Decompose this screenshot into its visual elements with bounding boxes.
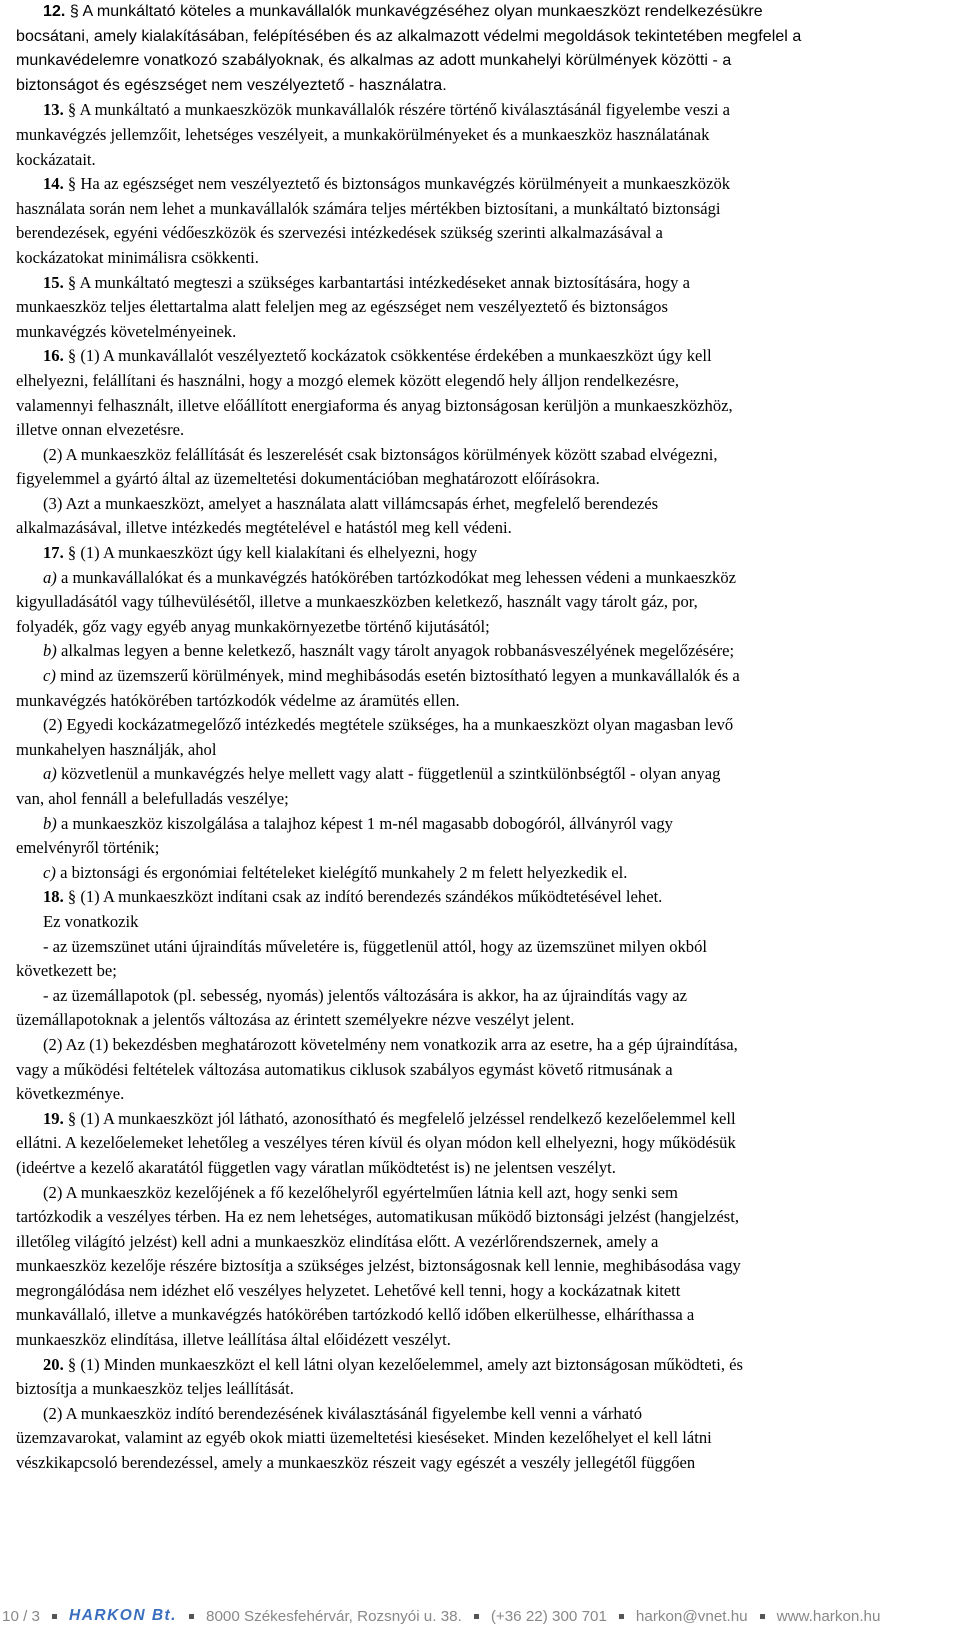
text-line [16,0,960,25]
text-line [16,1328,960,1353]
text-line [16,271,960,296]
section-symbol: § [67,174,77,194]
line-text: a biztonsági és ergonómiai feltételeket kielégítő munkahely 2 m felett helyezkedik el. [60,862,628,882]
separator-square-icon [474,1614,479,1619]
text-line [16,1082,960,1107]
line-text: (2) A munkaeszköz kezelőjének a fő kezelőhelyről egyértelműen látnia kell azt, hogy senki sem [43,1182,678,1202]
line-text: folyadék, gőz vagy egyéb anyag munkakörnyezetbe történő kijutásától; [16,616,490,636]
paragraph [16,492,960,541]
item-marker: c) [43,862,56,882]
page-footer [0,1604,960,1628]
section-symbol: § [67,1354,77,1374]
line-text: kockázatokat minimálisra csökkenti. [16,247,259,267]
line-text: munkaeszköz elindítása, illetve leállítása által előidézett veszélyt. [16,1330,451,1350]
company-logo: HARKON Bt. [69,1607,177,1624]
line-text: megrongálódása nem idézhet elő veszélyes helyzetet. Lehetővé kell tenni, hogy a kockázatnak kitett [16,1280,681,1300]
line-text: biztonságot és egészséget nem veszélyeztető - használatra. [16,76,447,94]
section-paragraph [16,541,960,566]
text-line [16,172,960,197]
text-line [16,1033,960,1058]
page-number: 10 / 3 [2,1607,40,1625]
section-symbol: § [67,887,77,907]
text-line [16,369,960,394]
text-line [16,1353,960,1378]
section-number: 20. [43,1354,64,1374]
text-line [16,1058,960,1083]
text-line [16,197,960,222]
section-number: 19. [43,1108,64,1128]
section-number: 14. [43,174,64,194]
list-item [16,812,960,861]
text-line [16,1426,960,1451]
line-text: A munkáltató a munkaeszközök munkavállalók részére történő kiválasztásánál figyelembe veszi a [79,100,731,120]
text-line [16,1377,960,1402]
line-text: következménye. [16,1084,125,1104]
line-text: munkavállaló, illetve a munkavégzés hatókörében tartózkodó kellő időben elkerülhesse, elháríthassa a [16,1305,695,1325]
line-text: kockázatait. [16,149,96,169]
line-text: (1) A munkaeszközt úgy kell kialakítani és elhelyezni, hogy [80,543,478,563]
section-number: 15. [43,272,64,292]
line-text: munkavédelemre vonatkozó szabályoknak, és alkalmas az adott munkahelyi körülmények közötti - a [16,52,732,70]
line-text: használata során nem lehet a munkavállalók számára teljes mértékben biztosítani, a munkáltató biztonsági [16,198,721,218]
text-line [16,467,960,492]
text-line [16,246,960,271]
text-line [16,74,960,99]
separator-square-icon [52,1614,57,1619]
text-line [16,418,960,443]
text-line [16,1451,960,1476]
text-line [16,935,960,960]
line-text: üzemzavarokat, valamint az egyéb okok miatti üzemeltetési kieséseket. Minden kezelőhelyet el kell látni [16,1428,712,1448]
paragraph [16,935,960,984]
section-symbol: § [67,100,77,120]
line-text: munkaeszköz kezelője részére biztosítja a szükséges jelzést, biztonságosnak kell lennie, meghibásodása vagy [16,1256,741,1276]
paragraph [16,713,960,762]
list-item [16,762,960,811]
section-paragraph [16,1353,960,1402]
line-text: tartózkodik a veszélyes térben. Ha ez nem lehetséges, automatikusan működő biztonsági jelzést (hangjelzést, [16,1207,739,1227]
line-text: (2) A munkaeszköz felállítását és leszerelését csak biztonságos körülmények között szabad elvégezni, [43,444,718,464]
line-text: vagy a működési feltételek változása automatikus ciklusok szabályos egymást követő ritmusának a [16,1059,673,1079]
paragraph [16,1402,960,1476]
line-text: emelvényről történik; [16,838,160,858]
section-number: 12. [43,3,66,20]
text-line [16,1230,960,1255]
paragraph [16,443,960,492]
line-text: a munkaeszköz kiszolgálása a talajhoz képest 1 m-nél magasabb dobogóról, állványról vagy [60,813,673,833]
text-line [16,590,960,615]
line-text: alkalmas legyen a benne keletkező, használt vagy tárolt anyagok robbanásveszélyének megelőzésére; [60,641,735,661]
section-number: 18. [43,887,64,907]
line-text: (2) Az (1) bekezdésben meghatározott követelmény nem vonatkozik arra az esetre, ha a gép újraindítása, [43,1034,738,1054]
line-text: A munkáltató megteszi a szükséges karbantartási intézkedéseket annak biztosítására, hogy a [79,272,690,292]
section-paragraph [16,0,960,98]
line-text: kigyulladásától vagy túlhevülésétől, illetve a munkaeszközben keletkező, használt vagy tárolt gáz, por, [16,592,698,612]
text-line [16,123,960,148]
line-text: közvetlenül a munkavégzés helye mellett vagy alatt - függetlenül a szintkülönbségtől - olyan anyag [60,764,721,784]
paragraph [16,1033,960,1107]
item-marker: b) [43,813,57,833]
section-paragraph [16,172,960,270]
line-text: a munkavállalókat és a munkavégzés hatókörében tartózkodókat meg lehessen védeni a munkaeszköz [60,567,737,587]
text-line [16,787,960,812]
section-paragraph [16,885,960,910]
line-text: (1) A munkaeszközt indítani csak az indító berendezés szándékos működtetésével lehet. [80,887,663,907]
text-line [16,836,960,861]
text-line [16,541,960,566]
text-line [16,148,960,173]
text-line [16,615,960,640]
line-text: figyelemmel a gyártó által az üzemeltetési dokumentációban meghatározott előírásokra. [16,469,600,489]
text-line [16,516,960,541]
section-paragraph [16,344,960,442]
text-line [16,25,960,50]
separator-square-icon [760,1614,765,1619]
line-text: illetve onnan elvezetésre. [16,420,185,440]
line-text: van, ahol fennáll a belefulladás veszélye; [16,789,289,808]
line-text: mind az üzemszerű körülmények, mind meghibásodás esetén biztosítható legyen a munkavállalók és a [60,666,740,686]
text-line [16,443,960,468]
item-marker: b) [43,641,57,661]
line-text: (3) Azt a munkaeszközt, amelyet a használata alatt villámcsapás érhet, megfelelő berendezés [43,493,659,513]
line-text: (ideértve a kezelő akaratától független vagy váratlan működtetést is) ne jelentsen veszélyt. [16,1157,616,1177]
item-marker: a) [43,764,57,784]
text-line [16,49,960,74]
section-symbol: § [69,3,79,20]
line-text: valamennyi felhasznált, illetve előállított energiaforma és anyag biztonságosan kerüljön a munkaeszközhöz, [16,395,733,415]
text-line [16,320,960,345]
text-line [16,1008,960,1033]
text-line [16,639,960,664]
text-line [16,812,960,837]
section-symbol: § [67,272,77,292]
section-number: 13. [43,100,64,120]
text-line [16,221,960,246]
text-line [16,984,960,1009]
line-text: elhelyezni, felállítani és használni, hogy a mozgó elemek között elegendő hely álljon rendelkezésre, [16,370,680,390]
text-line [16,713,960,738]
text-line [16,1402,960,1427]
text-line [16,295,960,320]
text-line [16,689,960,714]
line-text: (1) A munkaeszközt jól látható, azonosítható és megfelelő jelzéssel rendelkező kezelőelemmel kell [80,1108,736,1128]
text-line [16,1131,960,1156]
line-text: (2) A munkaeszköz indító berendezésének kiválasztásánál figyelembe kell venni a várható [43,1403,642,1423]
list-item [16,664,960,713]
text-line [16,738,960,763]
separator-square-icon [619,1614,624,1619]
section-symbol: § [67,543,77,563]
footer-website[interactable]: www.harkon.hu [776,1607,881,1625]
line-text: munkahelyen használják, ahol [16,739,217,759]
text-line [16,664,960,689]
text-line [16,394,960,419]
list-item [16,639,960,664]
line-text: (2) Egyedi kockázatmegelőző intézkedés megtétele szükséges, ha a munkaeszközt olyan magasban levő [43,715,734,735]
line-text: illetőleg világító jelzést) kell adni a munkaeszköz elindítása előtt. A vezérlőrendszernek, amely a [16,1231,659,1251]
section-paragraph [16,98,960,172]
section-paragraph [16,1107,960,1181]
section-symbol: § [67,1108,77,1128]
line-text: ellátni. A kezelőelemeket lehetőleg a veszélyes téren kívül és olyan módon kell elhelyezni, hogy működésük [16,1133,736,1153]
line-text: bocsátani, amely kialakításában, felépítésében és az alkalmazott védelmi megoldások tekintetében megfelel a [16,27,802,45]
text-line [16,1107,960,1132]
line-text: üzemállapotoknak a jelentős változása az érintett személyekre nézve veszélyt jelent. [16,1010,575,1030]
line-text: A munkáltató köteles a munkavállalók munkavégzéséhez olyan munkaeszközt rendelkezésükre [82,3,763,20]
paragraph [16,984,960,1033]
section-paragraph [16,271,960,345]
line-text: következett be; [16,961,117,981]
line-text: munkavégzés követelményeinek. [16,321,237,341]
line-text: - az üzemszünet utáni újraindítás műveletére is, függetlenül attól, hogy az üzemszünet milyen okból [43,936,708,956]
text-line [16,344,960,369]
text-line [16,566,960,591]
text-line [16,959,960,984]
section-symbol: § [67,346,77,366]
list-item [16,861,960,886]
footer-email[interactable]: harkon@vnet.hu [635,1607,748,1625]
line-text: munkavégzés jellemzőit, lehetséges veszélyeit, a munkakörülményeket és a munkaeszköz használatának [16,124,710,144]
text-line [16,910,960,935]
section-number: 17. [43,543,64,563]
text-line [16,861,960,886]
section-number: 16. [43,346,64,366]
text-line [16,1205,960,1230]
text-line [16,1254,960,1279]
item-marker: c) [43,666,56,686]
text-line [16,492,960,517]
paragraph [16,1181,960,1353]
text-line [16,1156,960,1181]
text-line [16,1181,960,1206]
item-marker: a) [43,567,57,587]
text-line [16,98,960,123]
line-text: (1) Minden munkaeszközt el kell látni olyan kezelőelemmel, amely azt biztonságosan működteti, és [80,1354,743,1374]
text-line [16,1303,960,1328]
line-text: munkaeszköz teljes élettartalma alatt feleljen meg az egészséget nem veszélyeztető és biztonságos [16,297,668,317]
list-item [16,566,960,640]
line-text: Ha az egészséget nem veszélyeztető és biztonságos munkavégzés körülményeit a munkaeszközök [80,174,731,194]
line-text: alkalmazásával, illetve intézkedés megtételével e hatástól meg kell védeni. [16,518,512,538]
footer-phone: (+36 22) 300 701 [490,1607,607,1625]
document-body [16,0,960,1476]
line-text: berendezések, egyéni védőeszközök és szervezési intézkedések szükség szerinti alkalmazásával a [16,223,663,243]
line-text: (1) A munkavállalót veszélyeztető kockázatok csökkentése érdekében a munkaeszközt úgy kell [80,346,712,366]
separator-square-icon [189,1614,194,1619]
text-line [16,1279,960,1304]
text-line [16,762,960,787]
footer-address: 8000 Székesfehérvár, Rozsnyói u. 38. [206,1607,462,1625]
text-line [16,885,960,910]
paragraph [16,910,960,935]
line-text: - az üzemállapotok (pl. sebesség, nyomás) jelentős változására is akkor, ha az újraindítás vagy az [43,985,687,1005]
line-text: vészkikapcsoló berendezéssel, amely a munkaeszköz részeit vagy egészét a veszély jellegétől függően [16,1453,696,1473]
line-text: Ez vonatkozik [43,911,139,931]
line-text: biztosítja a munkaeszköz teljes leállítását. [16,1379,294,1399]
line-text: munkavégzés hatókörében tartózkodók védelme az áramütés ellen. [16,690,460,710]
